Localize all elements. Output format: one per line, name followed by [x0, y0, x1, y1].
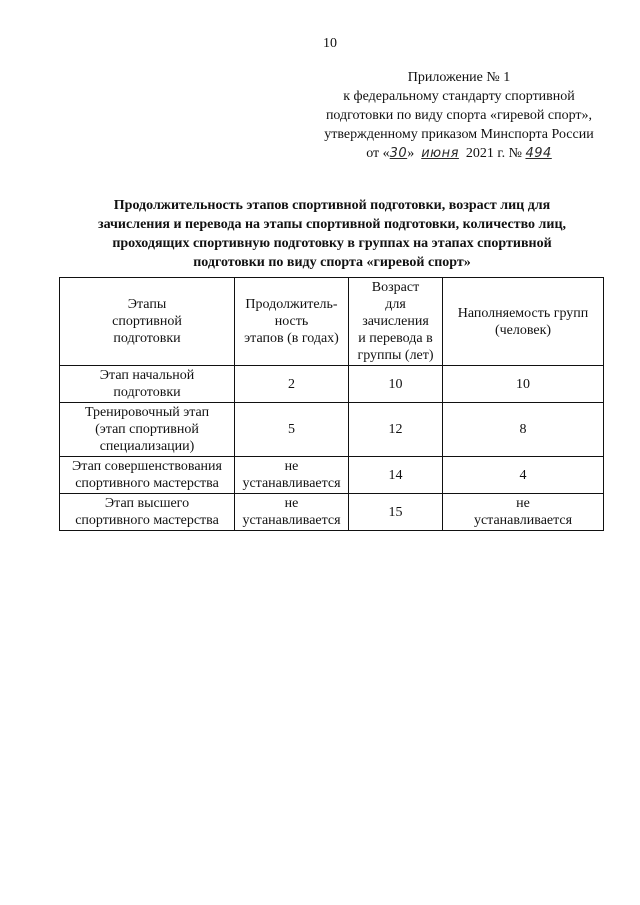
cell-group-size: не устанавливается [443, 494, 604, 531]
cell-duration: 5 [235, 403, 349, 457]
table-row [60, 366, 604, 403]
table-row [60, 494, 604, 531]
cell-group-size: 4 [443, 457, 604, 494]
title-line-1: Продолжительность этапов спортивной подготовки, возраст лиц для [113, 198, 551, 213]
cell-duration: не устанавливается [235, 494, 349, 531]
page-number: 10 [323, 36, 337, 51]
cell-age: 10 [349, 366, 443, 403]
cell-stage: Тренировочный этап (этап спортивной специализации) [60, 403, 235, 457]
date-year: 2021 г. № [465, 146, 522, 161]
title-line-2: зачисления и перевода на этапы спортивной подготовки, количество лиц, [97, 217, 567, 232]
cell-stage: Этап совершенствования спортивного мастерства [60, 457, 235, 494]
stages-table [59, 277, 604, 531]
order-number-handwritten: 494 [525, 146, 552, 161]
header-row [60, 278, 604, 366]
header-age: Возраст для зачисления и перевода в группы (лет) [349, 278, 443, 366]
date-mid: » [407, 146, 415, 161]
title-line-4: подготовки по виду спорта «гиревой спорт» [193, 255, 471, 270]
date-month-handwritten: июня [421, 146, 459, 161]
appendix-line-1: к федеральному стандарту спортивной [343, 89, 575, 104]
table-row [60, 457, 604, 494]
header-group-size: Наполняемость групп (человек) [443, 278, 604, 366]
appendix-line-2: подготовки по виду спорта «гиревой спорт», [325, 108, 593, 123]
cell-duration: 2 [235, 366, 349, 403]
date-day-handwritten: 30 [389, 146, 408, 161]
cell-stage: Этап начальной подготовки [60, 366, 235, 403]
cell-age: 15 [349, 494, 443, 531]
appendix-date-line [300, 144, 618, 163]
date-prefix: от « [366, 146, 390, 161]
appendix-title: Приложение № 1 [407, 70, 511, 85]
table-header [60, 278, 604, 366]
document-title [56, 196, 608, 272]
cell-group-size: 10 [443, 366, 604, 403]
header-duration: Продолжитель- ность этапов (в годах) [235, 278, 349, 366]
appendix-line-3: утвержденному приказом Минспорта России [324, 127, 594, 142]
header-stage: Этапы спортивной подготовки [60, 278, 235, 366]
appendix-header [300, 68, 618, 163]
cell-group-size: 8 [443, 403, 604, 457]
cell-duration: не устанавливается [235, 457, 349, 494]
cell-stage: Этап высшего спортивного мастерства [60, 494, 235, 531]
title-line-3: проходящих спортивную подготовку в группах на этапах спортивной [112, 236, 552, 251]
cell-age: 14 [349, 457, 443, 494]
table-row [60, 403, 604, 457]
cell-age: 12 [349, 403, 443, 457]
